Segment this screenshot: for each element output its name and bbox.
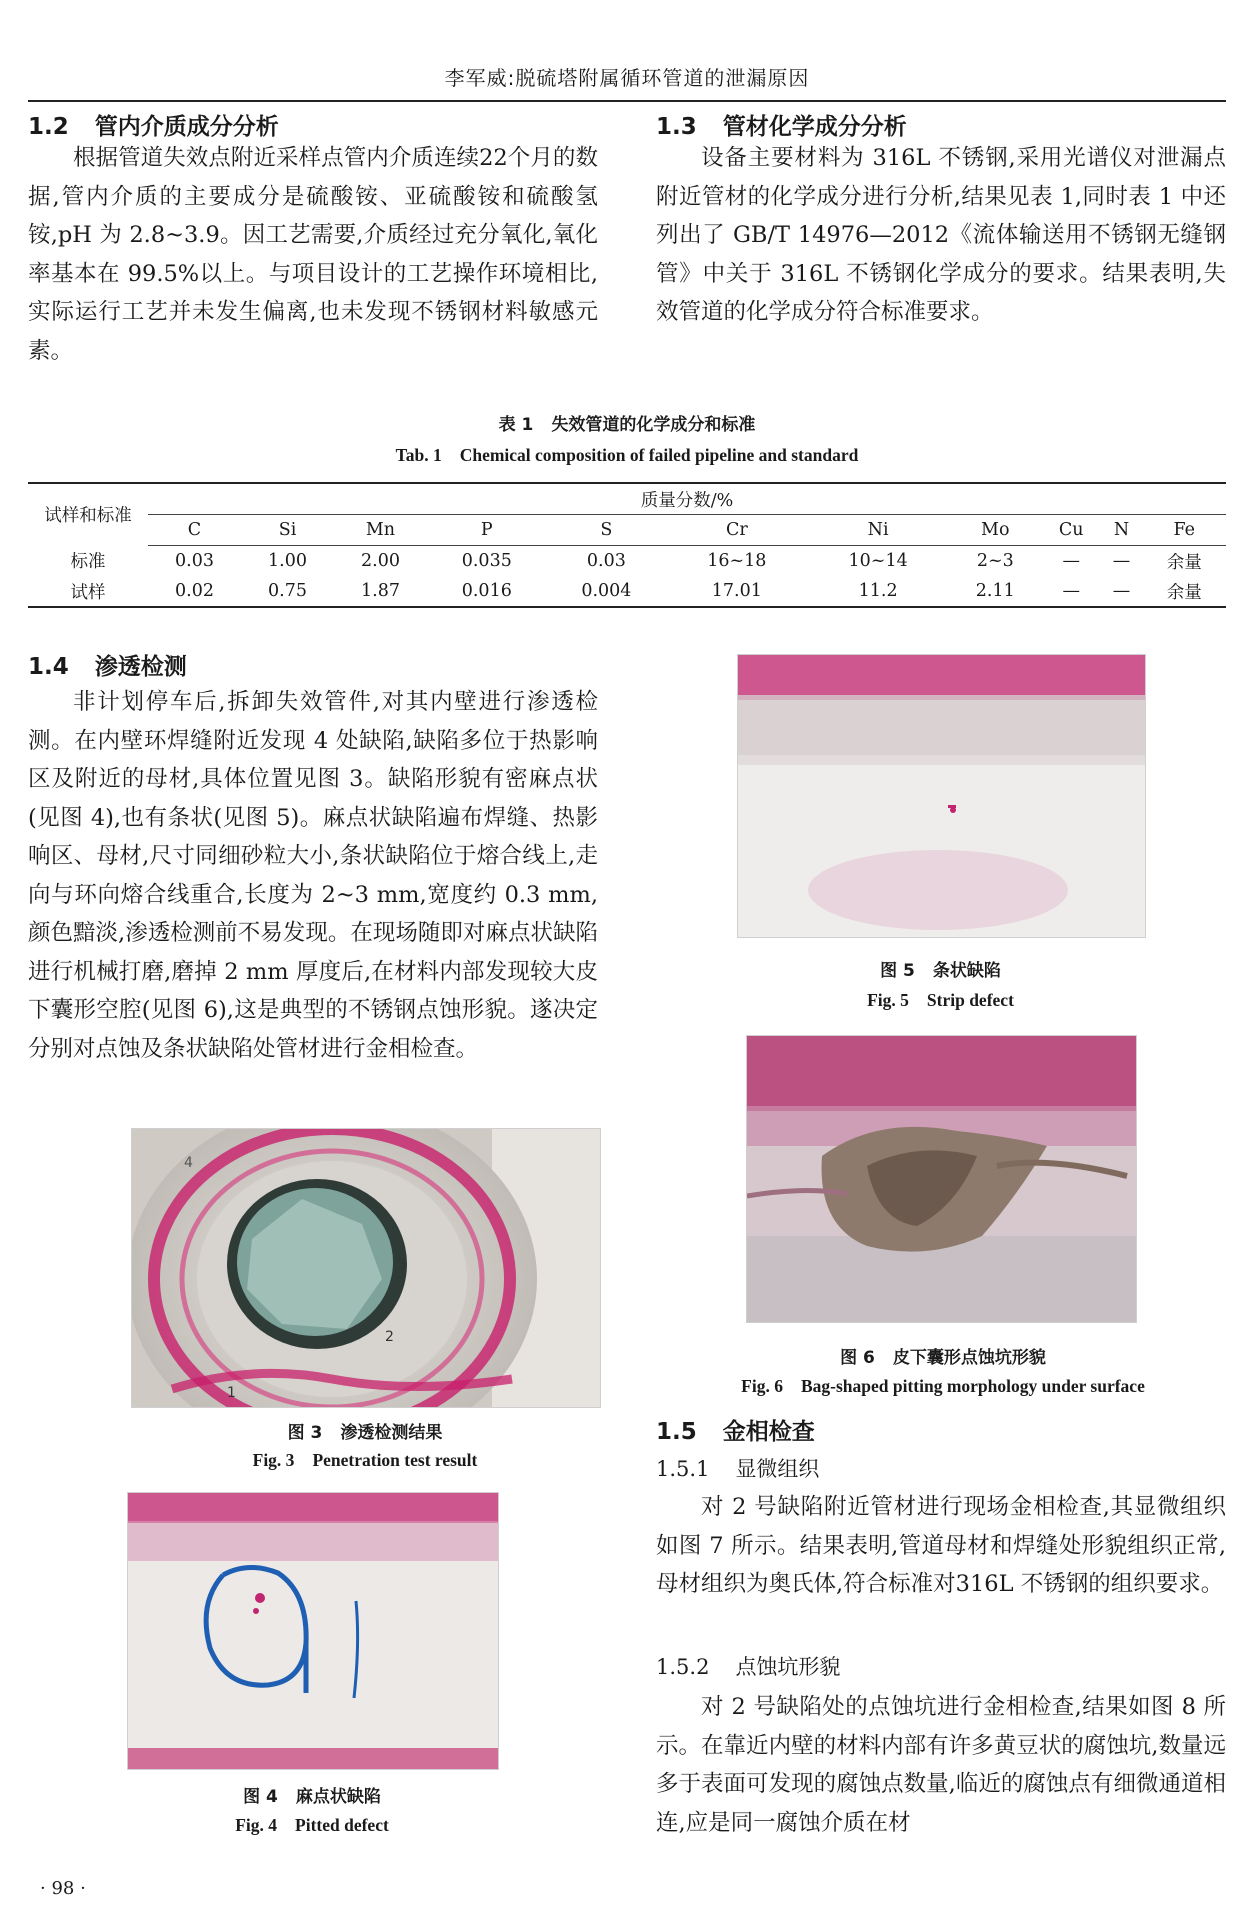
figure-6-caption-cn: 图 6 皮下囊形点蚀坑形貌 — [840, 1348, 1046, 1368]
section-heading-1-2 — [28, 108, 598, 141]
table-cell: 10~14 — [848, 551, 908, 571]
row-label: 标准 — [70, 552, 106, 573]
table-caption-en: Tab. 1 Chemical composition of failed pipeline and standard — [395, 445, 859, 465]
column-header: Si — [241, 515, 334, 546]
bag-pitting-illustration — [747, 1036, 1136, 1322]
group-header: 质量分数/% — [148, 484, 1226, 515]
section-title: 管内介质成分分析 — [94, 114, 279, 140]
table-cell: 0.03 — [586, 551, 626, 571]
section-title: 金相检查 — [722, 1419, 815, 1445]
section-number: 1.4 — [28, 654, 69, 680]
figure-6-caption-en: Fig. 6 Bag-shaped pitting morphology under surface — [741, 1376, 1145, 1396]
table-cell: 2.11 — [975, 581, 1015, 601]
section-number: 1.2 — [28, 114, 69, 140]
composition-table-wrap — [28, 482, 1226, 608]
strip-defect-illustration — [738, 655, 1145, 937]
table-cell: 0.02 — [175, 581, 214, 601]
column-header: Mn — [334, 515, 427, 546]
composition-table — [28, 484, 1226, 606]
row-label: 试样 — [70, 582, 106, 603]
table-row — [28, 576, 1226, 606]
column-header: Fe — [1142, 515, 1226, 546]
subsection-1-5-2-body — [656, 1688, 1226, 1842]
table-cell: — — [1062, 581, 1080, 601]
table-cell: 16~18 — [707, 551, 767, 571]
table-cell: 2.00 — [361, 551, 400, 571]
stub-header: 试样和标准 — [44, 506, 132, 527]
table-cell: — — [1112, 551, 1131, 571]
section-number: 1.3 — [656, 114, 697, 140]
table-caption-cn: 表 1 失效管道的化学成分和标准 — [498, 415, 756, 435]
figure-5-caption-en: Fig. 5 Strip defect — [867, 990, 1014, 1010]
figure-5-photo — [737, 654, 1146, 938]
section-heading-1-5 — [656, 1413, 1226, 1446]
table-cell: 0.03 — [175, 551, 214, 571]
section-title: 渗透检测 — [94, 654, 187, 680]
marker-4: 4 — [184, 1155, 193, 1171]
paragraph: 对 2 号缺陷处的点蚀坑进行金相检查,结果如图 8 所示。在靠近内壁的材料内部有许多黄豆状的腐蚀坑,数量远多于表面可发现的腐蚀点数量,临近的腐蚀点有细微通道相连,应是同一腐蚀介质在材 — [656, 1694, 1226, 1836]
paragraph: 设备主要材料为 316L 不锈钢,采用光谱仪对泄漏点附近管材的化学成分进行分析,结果见表 1,同时表 1 中还列出了 GB/T 14976—2012《流体输送用不锈钢无缝钢管》中关于 316L 不锈钢化学成分的要求。结果表明,失效管道的化学成分符合标准要求。 — [656, 145, 1226, 325]
figure-4-caption-cn: 图 4 麻点状缺陷 — [243, 1787, 381, 1807]
paragraph: 对 2 号缺陷附近管材进行现场金相检查,其显微组织如图 7 所示。结果表明,管道母材和焊缝处形貌组织正常,母材组织为奥氏体,符合标准对316L 不锈钢的组织要求。 — [656, 1494, 1226, 1597]
figure-3-photo — [131, 1128, 601, 1408]
marker-2: 2 — [385, 1329, 394, 1345]
section-heading-1-3 — [656, 108, 1226, 141]
table-cell: — — [1062, 551, 1080, 571]
column-header-row — [28, 515, 1226, 546]
table-cell: 0.035 — [461, 551, 512, 571]
section-number: 1.5 — [656, 1419, 697, 1445]
subsection-heading-1-5-1: 1.5.1 显微组织 — [656, 1457, 820, 1481]
subsection-heading-1-5-2: 1.5.2 点蚀坑形貌 — [656, 1655, 841, 1679]
pipe-interior-illustration — [132, 1129, 600, 1407]
figure-5-caption-cn: 图 5 条状缺陷 — [880, 961, 1001, 981]
column-header: Mo — [949, 515, 1042, 546]
column-header: Cr — [666, 515, 807, 546]
table-cell: 0.75 — [268, 581, 307, 601]
table-cell: 11.2 — [858, 581, 898, 601]
table-cell: 1.00 — [268, 551, 307, 571]
header-rule — [28, 100, 1226, 102]
figure-3-caption-cn: 图 3 渗透检测结果 — [287, 1423, 443, 1443]
column-header: S — [547, 515, 667, 546]
section-1-2-body — [28, 139, 598, 370]
section-heading-1-4 — [28, 648, 598, 681]
column-header: N — [1101, 515, 1143, 546]
table-cell: 余量 — [1166, 582, 1202, 603]
section-1-4-body — [28, 683, 598, 1068]
running-head: 李军威:脱硫塔附属循环管道的泄漏原因 — [444, 66, 810, 90]
paragraph: 非计划停车后,拆卸失效管件,对其内壁进行渗透检测。在内壁环焊缝附近发现 4 处缺陷,缺陷多位于热影响区及附近的母材,具体位置见图 3。缺陷形貌有密麻点状(见图 4),也有条状(见图 5)。麻点状缺陷遍布焊缝、热影响区、母材,尺寸同细砂粒大小,条状缺陷位于熔合线上,走向与环向熔合线重合,长度为 2~3 mm,宽度约 0.3 mm,颜色黯淡,渗透检测前不易发现。在现场随即对麻点状缺陷进行机械打磨,磨掉 2 mm 厚度后,在材料内部发现较大皮下囊形空腔(见图 6),这是典型的不锈钢点蚀形貌。遂决定分别对点蚀及条状缺陷处管材进行金相检查。 — [28, 689, 598, 1062]
figure-4-caption-en: Fig. 4 Pitted defect — [235, 1815, 389, 1835]
table-cell: 1.87 — [361, 581, 400, 601]
column-header: C — [148, 515, 241, 546]
section-title: 管材化学成分分析 — [722, 114, 907, 140]
figure-4-photo — [127, 1492, 499, 1770]
table-cell: 0.004 — [581, 581, 632, 601]
table-cell: 余量 — [1166, 552, 1202, 573]
figure-3-caption-en: Fig. 3 Penetration test result — [252, 1450, 478, 1470]
figure-6-photo — [746, 1035, 1137, 1323]
paragraph: 根据管道失效点附近采样点管内介质连续22个月的数据,管内介质的主要成分是硫酸铵、亚硫酸铵和硫酸氢铵,pH 为 2.8~3.9。因工艺需要,介质经过充分氧化,氧化率基本在 99.5%以上。与项目设计的工艺操作环境相比,实际运行工艺并未发生偏离,也未发现不锈钢材料敏感元素。 — [28, 145, 598, 364]
column-header: P — [427, 515, 547, 546]
marker-3: 3 — [397, 1257, 406, 1273]
table-row — [28, 546, 1226, 577]
table-cell: 2~3 — [976, 551, 1014, 571]
subsection-1-5-1-body — [656, 1488, 1226, 1604]
page-number: · 98 · — [40, 1878, 86, 1899]
table-cell: — — [1112, 581, 1131, 601]
table-cell: 17.01 — [711, 581, 762, 601]
table-body — [28, 546, 1226, 607]
pitted-defect-illustration — [128, 1493, 498, 1769]
section-1-3-body — [656, 139, 1226, 332]
table-cell: 0.016 — [461, 581, 512, 601]
column-header: Ni — [807, 515, 948, 546]
marker-1: 1 — [227, 1385, 236, 1401]
column-header: Cu — [1042, 515, 1101, 546]
